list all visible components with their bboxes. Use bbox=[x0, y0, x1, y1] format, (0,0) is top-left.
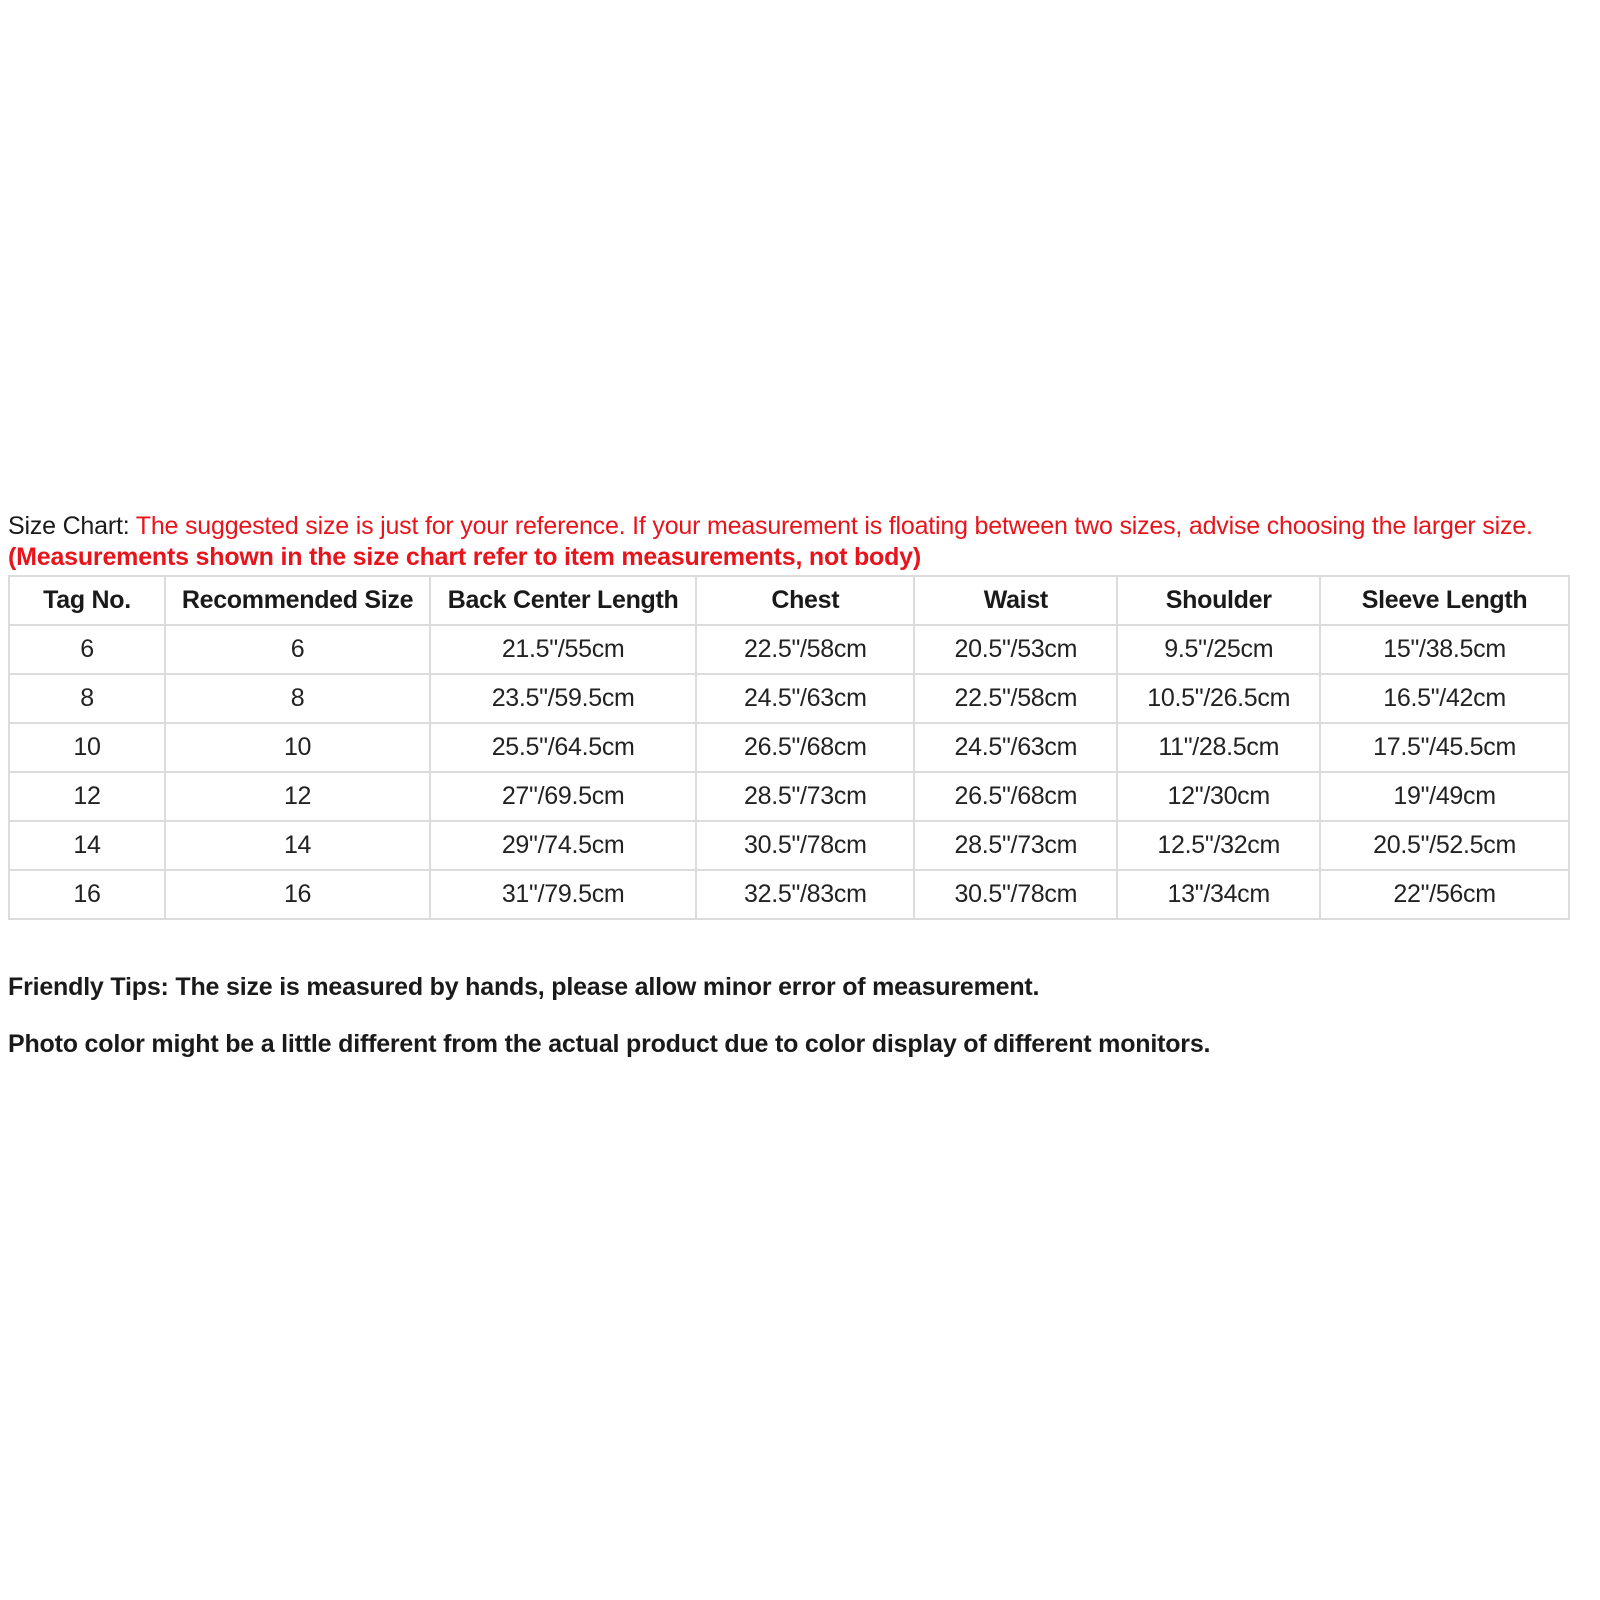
table-cell: 20.5"/52.5cm bbox=[1320, 821, 1569, 870]
column-header-sleeve-length: Sleeve Length bbox=[1320, 576, 1569, 625]
table-cell: 10 bbox=[165, 723, 430, 772]
table-cell: 13"/34cm bbox=[1117, 870, 1320, 919]
table-cell: 28.5"/73cm bbox=[696, 772, 914, 821]
table-cell: 30.5"/78cm bbox=[914, 870, 1117, 919]
table-cell: 20.5"/53cm bbox=[914, 625, 1117, 674]
table-cell: 6 bbox=[9, 625, 165, 674]
size-chart-label: Size Chart bbox=[8, 512, 123, 540]
table-row bbox=[9, 723, 1569, 772]
table-cell: 10.5"/26.5cm bbox=[1117, 674, 1320, 723]
table-cell: 12.5"/32cm bbox=[1117, 821, 1320, 870]
table-row bbox=[9, 821, 1569, 870]
column-header-tag-no: Tag No. bbox=[9, 576, 165, 625]
column-header-chest: Chest bbox=[696, 576, 914, 625]
table-cell: 8 bbox=[165, 674, 430, 723]
table-cell: 12"/30cm bbox=[1117, 772, 1320, 821]
table-cell: 16.5"/42cm bbox=[1320, 674, 1569, 723]
table-row bbox=[9, 870, 1569, 919]
table-cell: 26.5"/68cm bbox=[914, 772, 1117, 821]
size-chart-note: The suggested size is just for your reference. If your measurement is floating between two sizes, advise choosing the larger size. bbox=[135, 512, 1533, 540]
table-cell: 27"/69.5cm bbox=[430, 772, 696, 821]
table-cell: 29"/74.5cm bbox=[430, 821, 696, 870]
table-header-row bbox=[9, 576, 1569, 625]
table-cell: 11"/28.5cm bbox=[1117, 723, 1320, 772]
size-chart-intro bbox=[8, 511, 1598, 573]
size-chart-separator: : bbox=[122, 512, 136, 540]
table-cell: 8 bbox=[9, 674, 165, 723]
table-cell: 12 bbox=[165, 772, 430, 821]
table-cell: 14 bbox=[165, 821, 430, 870]
size-chart-emphasis: (Measurements shown in the size chart refer to item measurements, not body) bbox=[8, 543, 921, 571]
table-cell: 26.5"/68cm bbox=[696, 723, 914, 772]
table-cell: 32.5"/83cm bbox=[696, 870, 914, 919]
size-table bbox=[8, 575, 1570, 920]
table-cell: 22"/56cm bbox=[1320, 870, 1569, 919]
table-row bbox=[9, 772, 1569, 821]
column-header-shoulder: Shoulder bbox=[1117, 576, 1320, 625]
column-header-recommended-size: Recommended Size bbox=[165, 576, 430, 625]
table-cell: 9.5"/25cm bbox=[1117, 625, 1320, 674]
table-cell: 10 bbox=[9, 723, 165, 772]
table-cell: 22.5"/58cm bbox=[914, 674, 1117, 723]
table-cell: 14 bbox=[9, 821, 165, 870]
table-cell: 24.5"/63cm bbox=[696, 674, 914, 723]
table-cell: 31"/79.5cm bbox=[430, 870, 696, 919]
table-cell: 17.5"/45.5cm bbox=[1320, 723, 1569, 772]
table-row bbox=[9, 674, 1569, 723]
table-cell: 23.5"/59.5cm bbox=[430, 674, 696, 723]
friendly-tips-text: Friendly Tips: The size is measured by hands, please allow minor error of measurement. bbox=[8, 973, 1040, 1001]
table-cell: 15"/38.5cm bbox=[1320, 625, 1569, 674]
photo-color-note: Photo color might be a little different from the actual product due to color display of different monitors. bbox=[8, 1030, 1211, 1058]
table-cell: 30.5"/78cm bbox=[696, 821, 914, 870]
table-row bbox=[9, 625, 1569, 674]
table-cell: 16 bbox=[9, 870, 165, 919]
table-cell: 25.5"/64.5cm bbox=[430, 723, 696, 772]
table-cell: 21.5"/55cm bbox=[430, 625, 696, 674]
column-header-waist: Waist bbox=[914, 576, 1117, 625]
table-cell: 28.5"/73cm bbox=[914, 821, 1117, 870]
column-header-back-center-length: Back Center Length bbox=[430, 576, 696, 625]
table-cell: 12 bbox=[9, 772, 165, 821]
table-cell: 22.5"/58cm bbox=[696, 625, 914, 674]
table-cell: 16 bbox=[165, 870, 430, 919]
table-cell: 6 bbox=[165, 625, 430, 674]
table-cell: 24.5"/63cm bbox=[914, 723, 1117, 772]
table-cell: 19"/49cm bbox=[1320, 772, 1569, 821]
